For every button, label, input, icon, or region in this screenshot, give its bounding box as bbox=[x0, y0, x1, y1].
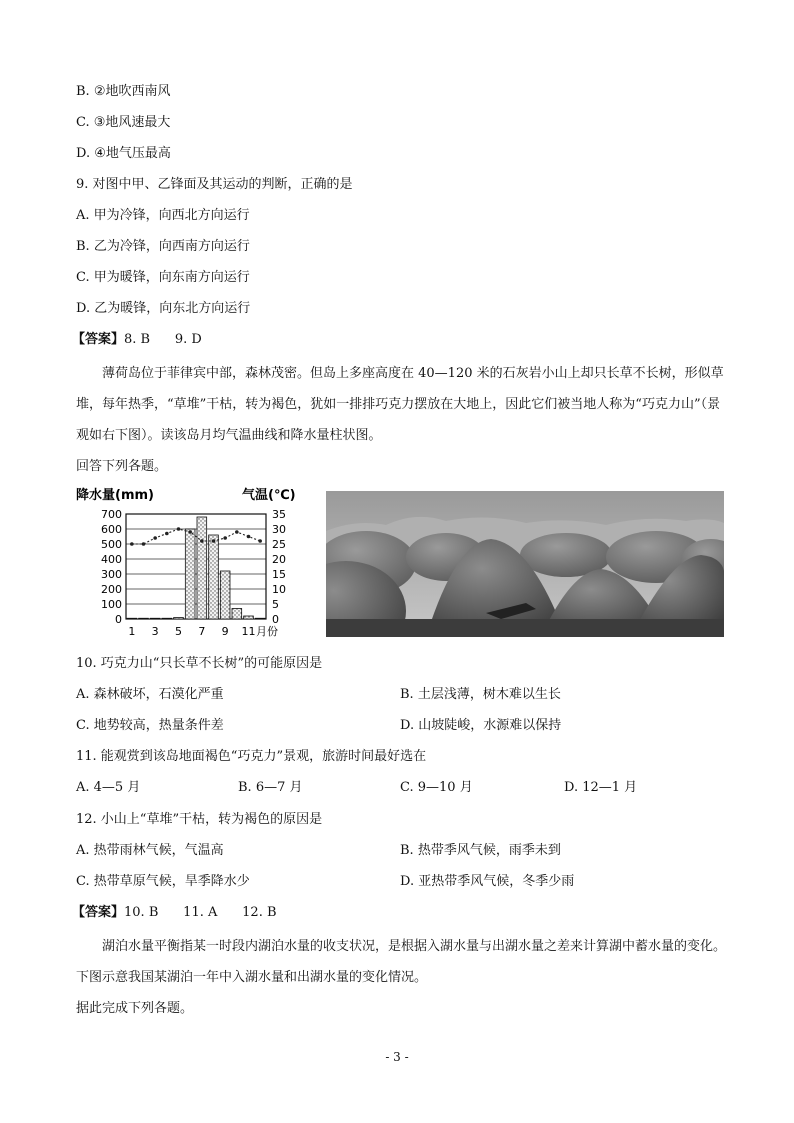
q11-option-c: C. 9—10 月 bbox=[400, 780, 473, 795]
precipitation-bar bbox=[185, 529, 195, 619]
answer-tag: 【答案】 bbox=[72, 332, 125, 347]
q10-option-a: A. 森林破坏，石漠化严重 bbox=[76, 687, 224, 702]
q9-option-a: A. 甲为冷锋，向西北方向运行 bbox=[76, 208, 250, 223]
passage-lake-balance: 湖泊水量平衡指某一时段内湖泊水量的收支状况，是根据入湖水量与出湖水量之差来计算湖中蓄水量的变化。下图示意我国某湖泊一年中入湖水量和出湖水量的变化情况。 bbox=[76, 939, 727, 985]
y-right-tick: 35 bbox=[272, 508, 286, 521]
precipitation-bar bbox=[162, 618, 172, 619]
q9-stem: 9. 对图中甲、乙锋面及其运动的判断，正确的是 bbox=[76, 177, 353, 192]
q9-option-c: C. 甲为暖锋，向东南方向运行 bbox=[76, 270, 250, 285]
y-right-tick: 30 bbox=[272, 523, 286, 536]
x-tick: 7 bbox=[198, 625, 206, 638]
answer-text: 8. B 9. D bbox=[124, 332, 202, 347]
q12-stem: 12. 小山上“草堆”干枯，转为褐色的原因是 bbox=[76, 812, 323, 827]
y-left-tick: 200 bbox=[101, 583, 122, 596]
q10-option-d: D. 山坡陡峻，水源难以保持 bbox=[400, 718, 562, 733]
precipitation-bar bbox=[174, 618, 184, 620]
x-tick: 3 bbox=[151, 625, 159, 638]
chart-title-left: 降水量(mm) bbox=[76, 488, 154, 503]
y-right-tick: 25 bbox=[272, 538, 286, 551]
y-right-tick: 10 bbox=[272, 583, 286, 596]
y-left-tick: 0 bbox=[115, 613, 122, 626]
precipitation-bar bbox=[209, 535, 219, 619]
prompt-answer-questions: 回答下列各题。 bbox=[76, 459, 168, 474]
y-left-tick: 700 bbox=[101, 508, 122, 521]
y-left-tick: 300 bbox=[101, 568, 122, 581]
passage-chocolate-hills: 薄荷岛位于菲律宾中部，森林茂密。但岛上多座高度在 40—120 米的石灰岩小山上却只长草不长树，形似草堆，每年热季，“草堆”干枯，转为褐色，犹如一排排巧克力摆放在大地上，因此它们被当地人称为“巧克力山”（景观如右下图）。读该岛月均气温曲线和降水量柱状图。 bbox=[76, 366, 724, 443]
y-right-tick: 15 bbox=[272, 568, 286, 581]
q12-option-b: B. 热带季风气候，雨季未到 bbox=[400, 843, 561, 858]
chocolate-hills-landscape-image bbox=[326, 491, 724, 637]
chocolate-hills-photo bbox=[326, 491, 724, 637]
x-tick: 9 bbox=[221, 625, 229, 638]
y-right-tick: 5 bbox=[272, 598, 279, 611]
y-right-tick: 20 bbox=[272, 553, 286, 566]
q9-option-b: B. 乙为冷锋，向西南方向运行 bbox=[76, 239, 250, 254]
precipitation-bar bbox=[255, 618, 265, 619]
answer-block-2 bbox=[72, 905, 277, 921]
answer-text: 10. B 11. A 12. B bbox=[124, 905, 277, 920]
precipitation-bar bbox=[232, 609, 242, 620]
q11-option-a: A. 4—5 月 bbox=[76, 780, 141, 795]
x-tick: 1 bbox=[128, 625, 136, 638]
answer-tag: 【答案】 bbox=[72, 905, 125, 920]
q11-stem: 11. 能观赏到该岛地面褐色“巧克力”景观，旅游时间最好选在 bbox=[76, 749, 427, 764]
precipitation-bar bbox=[150, 618, 160, 619]
plot-frame bbox=[126, 514, 266, 619]
q10-option-c: C. 地势较高，热量条件差 bbox=[76, 718, 224, 733]
answer-block-1 bbox=[72, 332, 202, 348]
q9-option-d: D. 乙为暖锋，向东北方向运行 bbox=[76, 301, 251, 316]
precipitation-bar bbox=[244, 616, 254, 619]
precipitation-bar bbox=[220, 571, 230, 619]
climate-chart bbox=[76, 484, 320, 644]
q12-option-a: A. 热带雨林气候，气温高 bbox=[76, 843, 224, 858]
temperature-line bbox=[132, 529, 260, 544]
prompt-complete-questions: 据此完成下列各题。 bbox=[76, 1001, 194, 1016]
q10-option-b: B. 土层浅薄，树木难以生长 bbox=[400, 687, 561, 702]
y-left-tick: 500 bbox=[101, 538, 122, 551]
x-tick: 5 bbox=[175, 625, 182, 638]
chart-title-right: 气温(℃) bbox=[242, 488, 296, 503]
y-left-tick: 400 bbox=[101, 553, 122, 566]
page-number: - 3 - bbox=[385, 1050, 409, 1064]
q8-option-d: D. ④地气压最高 bbox=[76, 146, 171, 161]
precipitation-bar bbox=[197, 517, 207, 619]
x-unit-label: 月份 bbox=[256, 625, 278, 638]
precipitation-bar bbox=[139, 618, 149, 619]
x-tick: 11 bbox=[241, 625, 256, 638]
q11-option-d: D. 12—1 月 bbox=[564, 780, 638, 795]
q11-option-b: B. 6—7 月 bbox=[238, 780, 303, 795]
y-right-tick: 0 bbox=[272, 613, 279, 626]
q12-option-c: C. 热带草原气候，旱季降水少 bbox=[76, 874, 250, 889]
y-left-tick: 600 bbox=[101, 523, 122, 536]
q12-option-d: D. 亚热带季风气候，冬季少雨 bbox=[400, 874, 575, 889]
climate-chart-svg bbox=[76, 484, 320, 644]
q8-option-b: B. ②地吹西南风 bbox=[76, 84, 171, 99]
precipitation-bar bbox=[127, 618, 137, 619]
y-left-tick: 100 bbox=[101, 598, 122, 611]
q10-stem: 10. 巧克力山“只长草不长树”的可能原因是 bbox=[76, 656, 323, 671]
q8-option-c: C. ③地风速最大 bbox=[76, 115, 171, 130]
